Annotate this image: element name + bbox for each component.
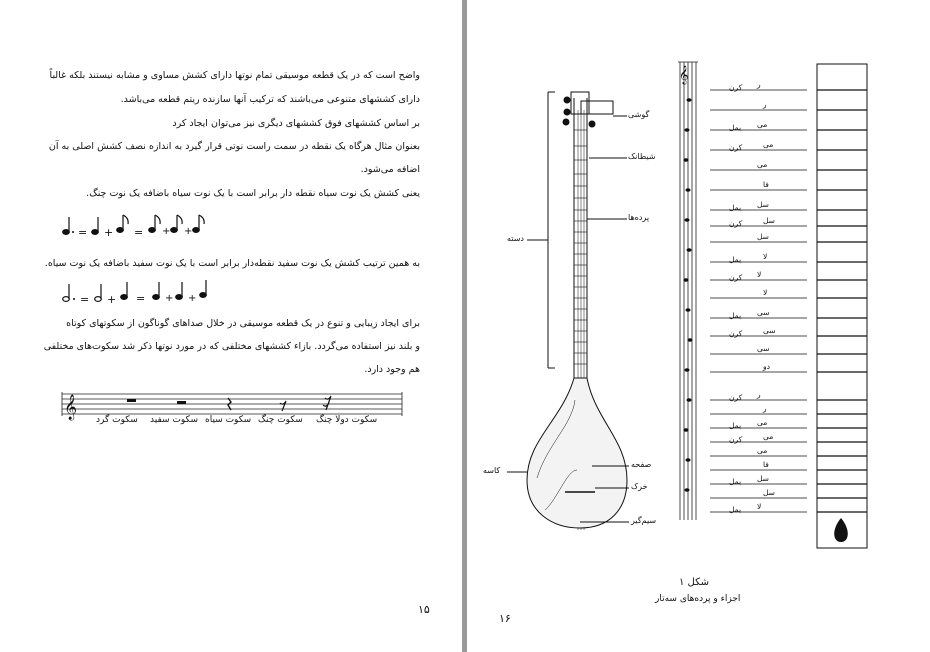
label-shetanak: شیطانک — [628, 152, 656, 161]
fret-note-label: سی — [757, 344, 770, 353]
fret-accidental-label: بمل — [729, 203, 742, 212]
fret-accidental-label: بمل — [729, 255, 742, 264]
fret-note-label: سی — [763, 326, 776, 335]
svg-text:+: + — [162, 226, 171, 237]
right-page — [467, 0, 930, 652]
fret-accidental-label: کرن — [729, 83, 743, 92]
label-kase: کاسه — [483, 466, 501, 475]
fret-accidental-label: بمل — [729, 123, 742, 132]
paragraph-line-4: بعنوان مثال هرگاه یک نقطه در سمت راست نوتی قرار گیرد به اندازه نصف کشش اصلی به آن — [48, 141, 420, 152]
fret-note-label: ر — [763, 100, 767, 109]
label-pardeha: پرده‌ها — [628, 213, 650, 222]
label-daste: دسته — [507, 234, 524, 243]
fret-note-label: فا — [763, 460, 769, 469]
page-number: ۱۶ — [499, 612, 511, 625]
fret-note-label: فا — [763, 180, 769, 189]
fret-accidental-label: کرن — [729, 273, 743, 282]
whole-rest-icon — [127, 399, 136, 402]
treble-clef-icon: 𝄞 — [64, 395, 78, 420]
rest-label-half: سکوت سفید — [150, 415, 199, 425]
fret-accidental-label: کرن — [729, 393, 743, 402]
fret-note-label: می — [757, 160, 768, 169]
fret-note-label: ر — [757, 80, 761, 89]
fret-note-label: ر — [757, 390, 761, 399]
caption-subtitle: اجزاء و پرده‌های سه‌تار — [655, 594, 741, 604]
fret-note-label: سل — [763, 488, 775, 497]
eighth-rest-icon — [280, 401, 286, 411]
svg-text:=: = — [78, 226, 88, 239]
left-page — [0, 0, 462, 652]
fret-note-label: سل — [757, 200, 769, 209]
label-simgir: سیم‌گیر — [631, 516, 657, 525]
rest-label-sixteenth: سکوت دولا چنگ — [316, 415, 378, 425]
paragraph-line-2: دارای کششهای متنوعی می‌باشند که ترکیب آنها سازنده ریتم قطعه می‌باشد. — [120, 94, 420, 105]
rest-label-eighth: سکوت چنگ — [258, 415, 303, 425]
label-goshi: گوشی — [628, 110, 650, 119]
fret-accidental-label: کرن — [729, 219, 743, 228]
paragraph2-line-1: برای ایجاد زیبایی و تنوع در یک قطعه موسیقی در خلال صداهای گوناگون از سکوتهای کوتاه — [66, 318, 420, 329]
svg-text:=: = — [136, 292, 146, 305]
fret-note-label: لا — [757, 270, 762, 279]
fret-note-label: می — [757, 446, 768, 455]
setar-illustration — [467, 0, 930, 652]
half-rest-icon — [177, 401, 186, 404]
fret-note-label: می — [757, 120, 768, 129]
fret-accidental-label: بمل — [729, 477, 742, 486]
fret-note-label: می — [757, 418, 768, 427]
svg-text:+: + — [165, 293, 174, 304]
paragraph-line-6: یعنی کشش یک نوت سیاه نقطه دار برابر است با یک نوت سیاه باضافه یک نوت چنگ. — [86, 188, 420, 199]
fret-accidental-label: کرن — [729, 143, 743, 152]
paragraph2-line-2: و بلند نیز استفاده می‌گردد. بازاء کششهای مختلفی که در مورد نوتها ذکر شد سکوت‌های مختلفی — [43, 341, 420, 352]
fret-note-label: سی — [757, 308, 770, 317]
svg-text:=: = — [134, 226, 144, 239]
treble-clef-icon: 𝄞 — [679, 65, 689, 84]
svg-text:+: + — [104, 226, 114, 239]
rest-label-quarter: سکوت سیاه — [205, 415, 252, 425]
svg-text:=: = — [80, 293, 90, 306]
paragraph-line-7: به همین ترتیب کشش یک نوت سفید نقطه‌دار برابر است با یک نوت سفید باضافه یک نوت سیاه. — [44, 258, 420, 269]
sixteenth-rest-icon — [323, 396, 331, 410]
label-kharak: خرک — [631, 482, 648, 491]
fret-note-label: دو — [763, 362, 770, 371]
paragraph-line-5: اضافه می‌شود. — [360, 164, 420, 175]
fret-note-label: سل — [757, 474, 769, 483]
fret-accidental-label: کرن — [729, 435, 743, 444]
fret-note-label: می — [763, 140, 774, 149]
fret-note-label: لا — [763, 252, 768, 261]
fret-note-label: می — [763, 432, 774, 441]
caption-title: شکل ۱ — [679, 577, 710, 588]
fret-accidental-label: بمل — [729, 421, 742, 430]
fret-note-label: ر — [763, 404, 767, 413]
page-number: ۱۵ — [418, 603, 430, 616]
sound-hole-icon — [834, 518, 848, 542]
paragraph-line-3: بر اساس کششهای فوق کششهای دیگری نیز می‌توان ایجاد کرد — [172, 118, 420, 129]
paragraph2-line-3: هم وجود دارد. — [364, 364, 420, 375]
svg-text:+: + — [107, 293, 117, 306]
label-safhe: صفحه — [631, 460, 652, 469]
svg-text:+: + — [188, 293, 197, 304]
fret-note-label: سل — [763, 216, 775, 225]
paragraph-line-1: واضح است که در یک قطعه موسیقی تمام نوتها دارای کشش مساوی و مشابه نیستند بلکه غالباً — [49, 70, 420, 81]
fret-accidental-label: کرن — [729, 329, 743, 338]
svg-text:+: + — [184, 226, 193, 237]
fret-accidental-label: بمل — [729, 311, 742, 320]
fret-note-label: سل — [757, 232, 769, 241]
rest-staff — [0, 0, 462, 652]
rest-label-whole: سکوت گرد — [96, 415, 138, 425]
fret-note-label: لا — [757, 502, 762, 511]
fret-accidental-label: بمل — [729, 505, 742, 514]
fret-note-label: لا — [763, 288, 768, 297]
